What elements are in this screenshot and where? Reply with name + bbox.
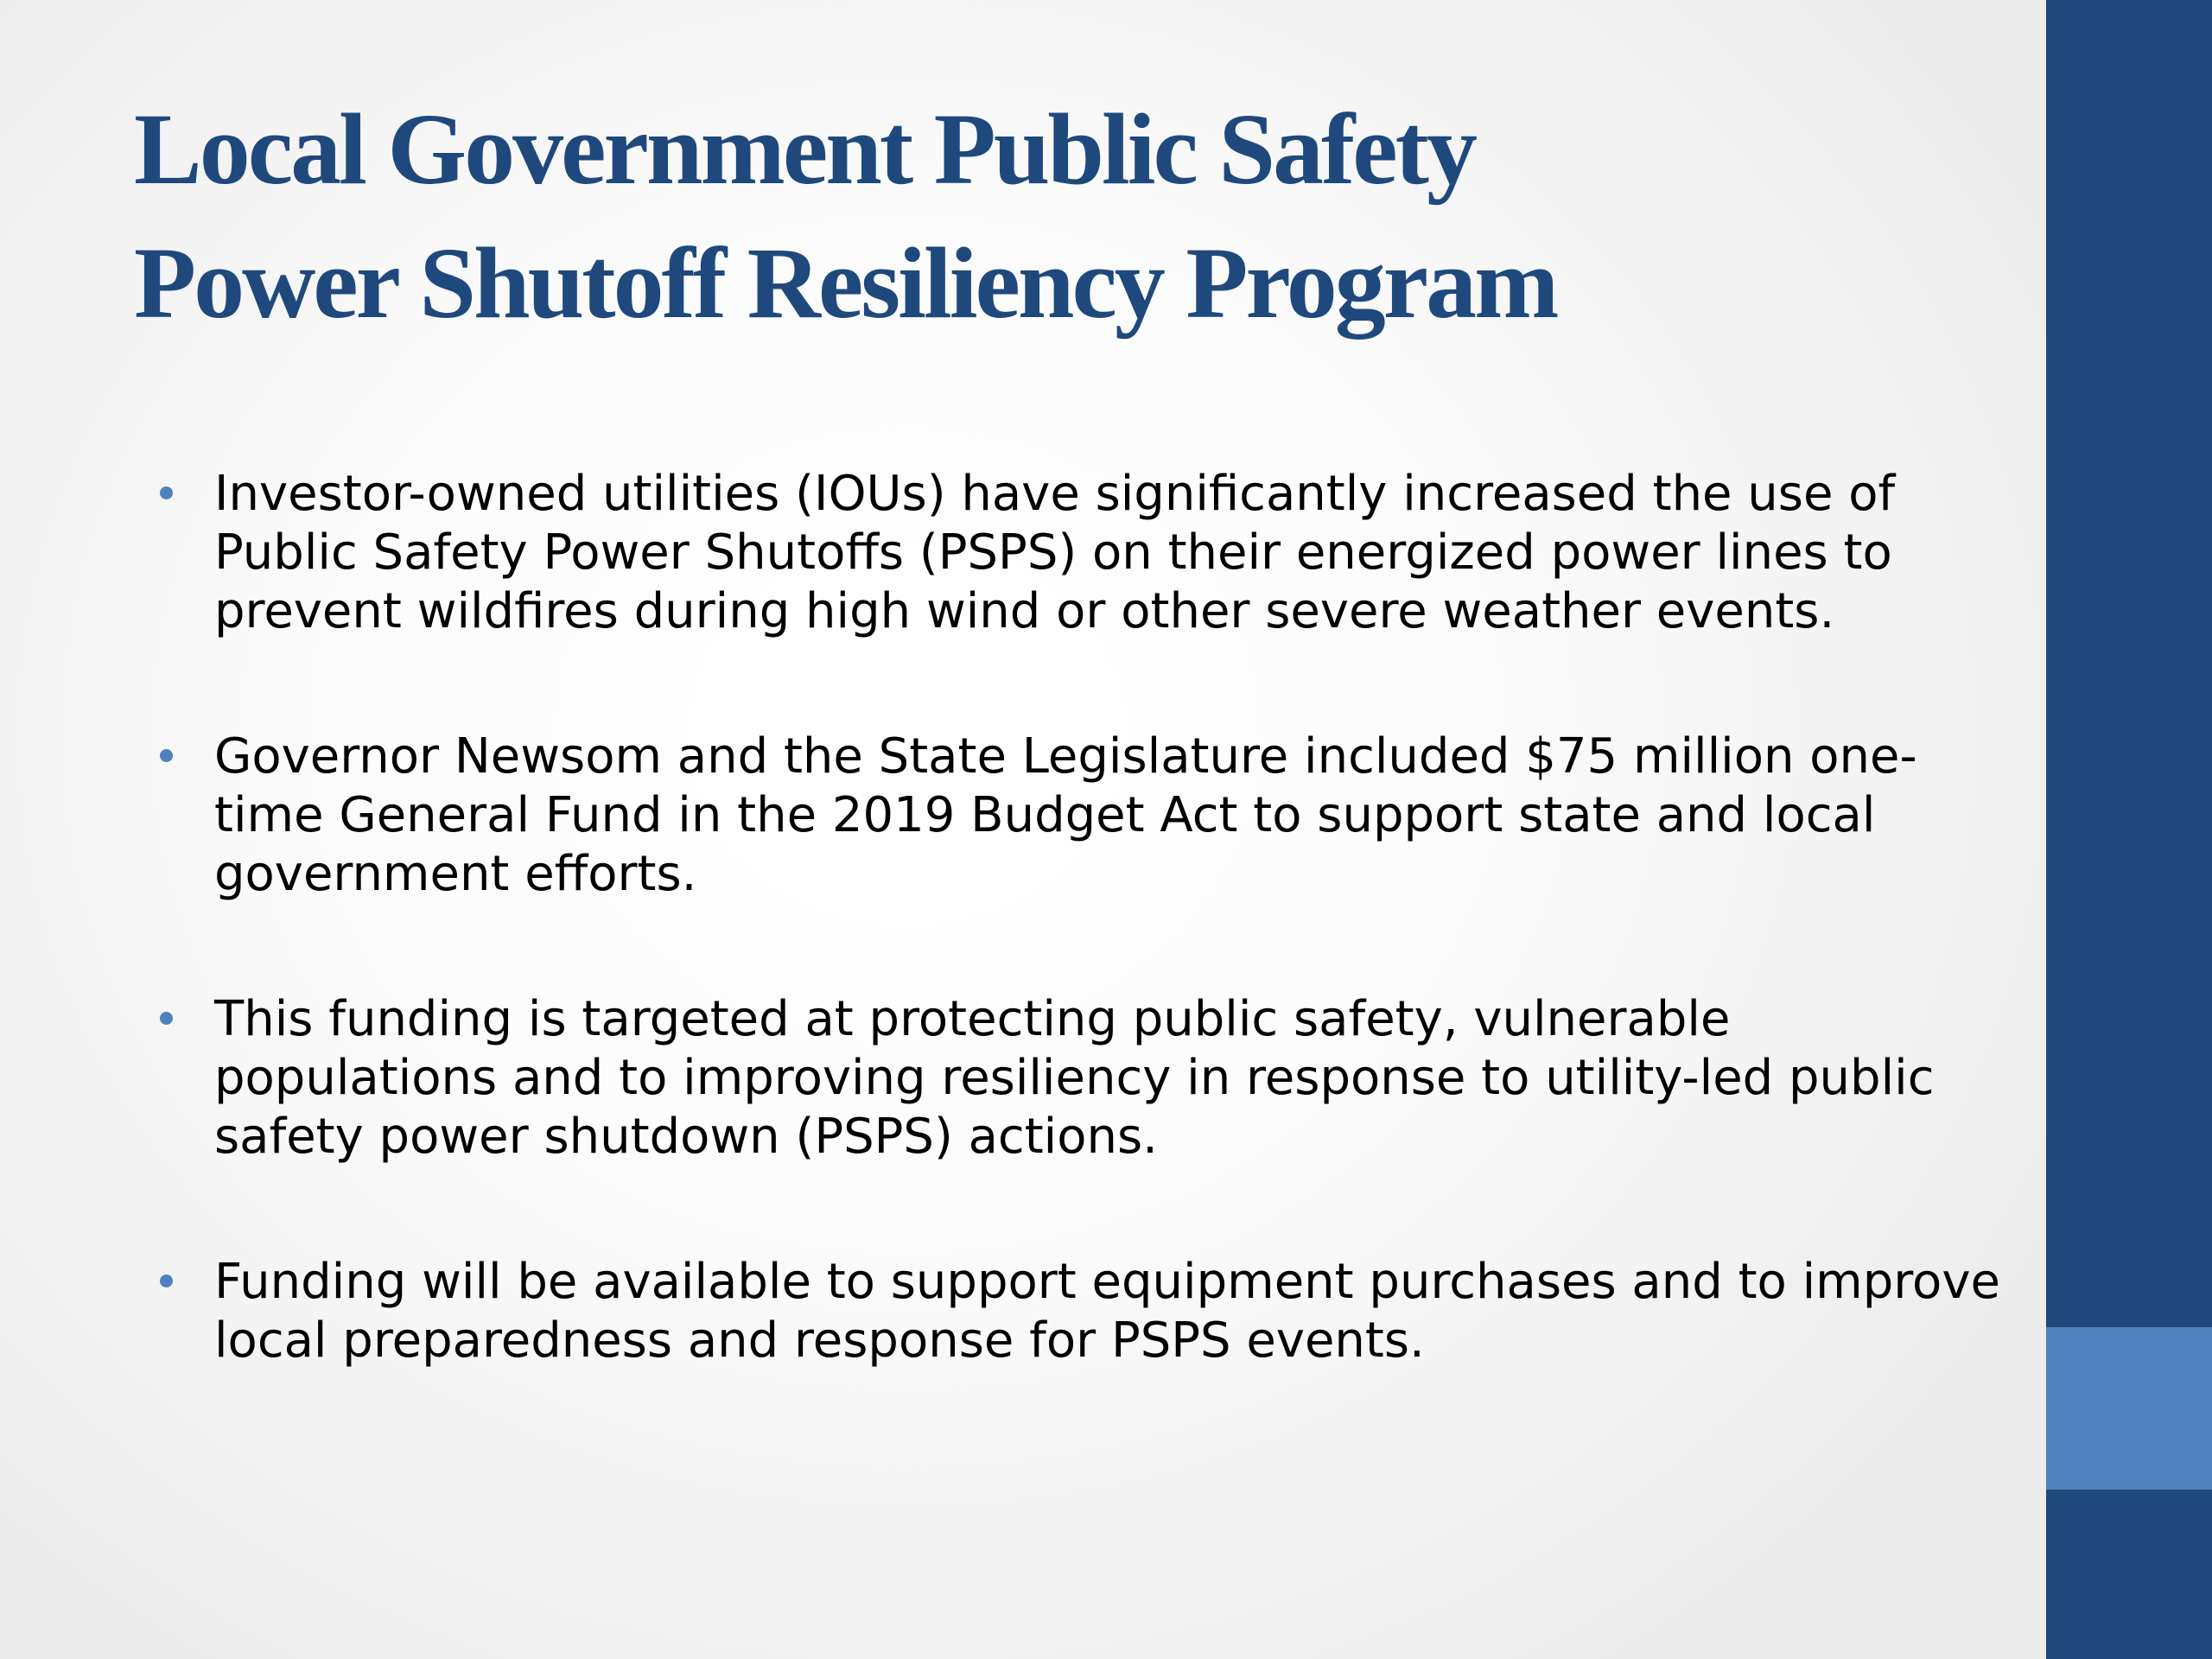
bullet-item-1 xyxy=(214,465,2012,641)
side-accent-block xyxy=(2046,1327,2212,1490)
bullet-list xyxy=(214,465,2012,1370)
bullet-dot-icon xyxy=(160,1012,173,1025)
bullet-dot-icon xyxy=(160,486,173,499)
bullet-text-4: Funding will be available to support equipment purchases and to improve local preparedness and response for PSPS events. xyxy=(214,1254,2000,1369)
title-line-2: Power Shutoff Resiliency Program xyxy=(134,226,1557,340)
bullet-dot-icon xyxy=(160,1274,173,1287)
bullet-text-1: Investor-owned utilities (IOUs) have significantly increased the use of Public Safety Power Shutoffs (PSPS) on their energized power lines to prevent wildfires during high wind or other severe weather events. xyxy=(214,466,1896,639)
slide-title xyxy=(134,82,1992,350)
title-line-1: Local Government Public Safety xyxy=(134,92,1475,206)
bullet-item-2 xyxy=(214,728,2012,904)
bullet-item-3 xyxy=(214,990,2012,1166)
bullet-text-2: Governor Newsom and the State Legislature included $75 million one-time General Fund in the 2019 Budget Act to support state and local government efforts. xyxy=(214,728,1917,902)
bullet-text-3: This funding is targeted at protecting public safety, vulnerable populations and to improving resiliency in response to utility-led public safety power shutdown (PSPS) actions. xyxy=(214,991,1935,1165)
bullet-dot-icon xyxy=(160,749,173,762)
bullet-item-4 xyxy=(214,1253,2012,1370)
